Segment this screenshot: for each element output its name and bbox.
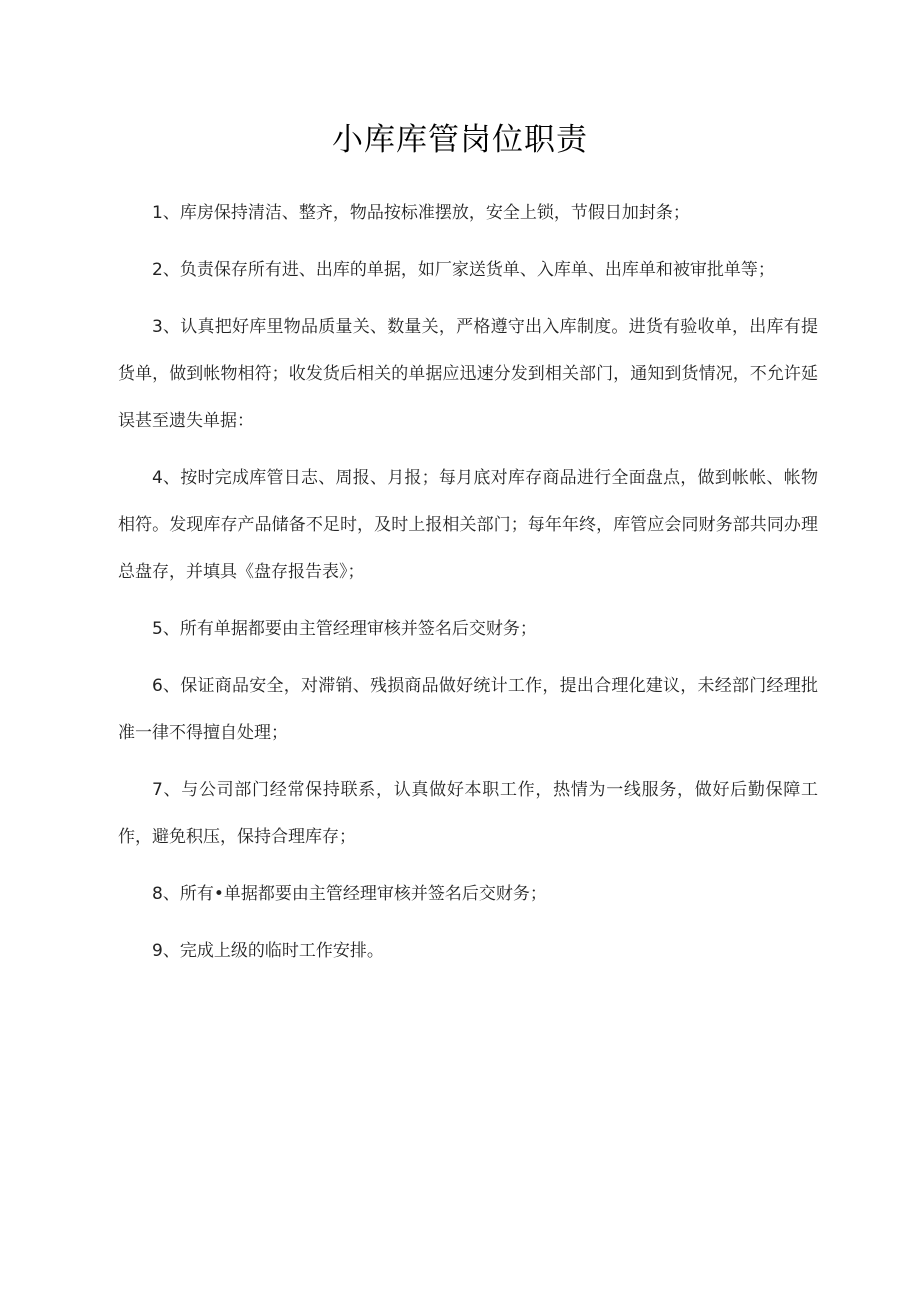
duty-item-9: 9、完成上级的临时工作安排。 [152,941,384,961]
duty-list [118,190,818,985]
duty-item-2: 2、负责保存所有进、出库的单据，如厂家送货单、入库单、出库单和被审批单等； [152,260,775,280]
duty-item-8: 8、所有•单据都要由主管经理审核并签名后交财务； [152,884,547,904]
duty-item-5: 5、所有单据都要由主管经理审核并签名后交财务； [152,619,537,639]
duty-item-6: 6、保证商品安全，对滞销、残损商品做好统计工作，提出合理化建议，未经部门经理批准一律不得擅自处理； [118,676,818,743]
duty-item-7: 7、与公司部门经常保持联系，认真做好本职工作，热情为一线服务，做好后勤保障工作，避免积压，保持合理库存； [118,780,818,847]
document-title: 小库库管岗位职责 [332,122,588,158]
duty-item-1: 1、库房保持清洁、整齐，物品按标准摆放，安全上锁，节假日加封条； [152,203,690,223]
duty-item-3: 3、认真把好库里物品质量关、数量关，严格遵守出入库制度。进货有验收单，出库有提货单，做到帐物相符；收发货后相关的单据应迅速分发到相关部门，通知到货情况，不允许延误甚至遗失单据： [118,317,818,431]
duty-item-4: 4、按时完成库管日志、周报、月报；每月底对库存商品进行全面盘点，做到帐帐、帐物相符。发现库存产品储备不足时，及时上报相关部门；每年年终，库管应会同财务部共同办理总盘存，并填具《盘存报告表》； [118,468,818,582]
